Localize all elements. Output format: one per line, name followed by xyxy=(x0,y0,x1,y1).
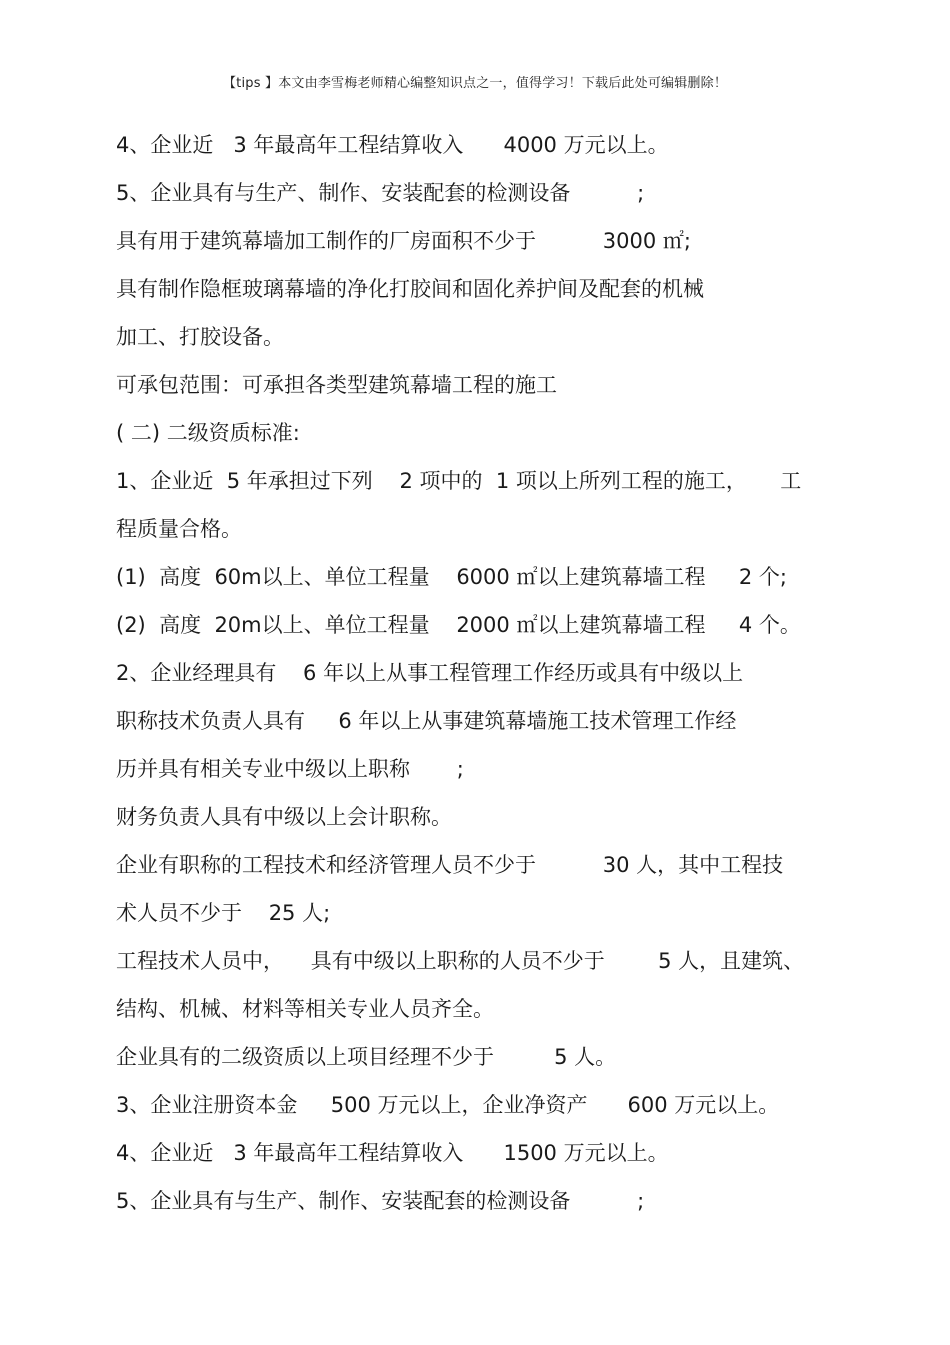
text-line: 4、企业近 3 年最高年工程结算收入 1500 万元以上。 xyxy=(116,1141,669,1165)
document-body xyxy=(116,128,846,1232)
text-line: 术人员不少于 25 人; xyxy=(116,901,331,925)
text-line: 5、企业具有与生产、制作、安装配套的检测设备 ; xyxy=(116,181,645,205)
text-line: (2) 高度 20m以上、单位工程量 2000 ㎡以上建筑幕墙工程 4 个。 xyxy=(116,613,801,637)
header-tip: 【tips 】本文由李雪梅老师精心编整知识点之一，值得学习！下载后此处可编辑删除！ xyxy=(222,76,728,91)
text-line: 4、企业近 3 年最高年工程结算收入 4000 万元以上。 xyxy=(116,133,669,157)
text-line: (1) 高度 60m以上、单位工程量 6000 ㎡以上建筑幕墙工程 2 个; xyxy=(116,565,787,589)
text-line: 程质量合格。 xyxy=(116,517,242,541)
text-line: 企业具有的二级资质以上项目经理不少于 5 人。 xyxy=(116,1045,617,1069)
text-line: 工程技术人员中， 具有中级以上职称的人员不少于 5 人，且建筑、 xyxy=(116,949,805,973)
text-line: 企业有职称的工程技术和经济管理人员不少于 30 人，其中工程技 xyxy=(116,853,784,877)
text-line: 5、企业具有与生产、制作、安装配套的检测设备 ; xyxy=(116,1189,645,1213)
text-line: 结构、机械、材料等相关专业人员齐全。 xyxy=(116,997,494,1021)
text-line: 1、企业近 5 年承担过下列 2 项中的 1 项以上所列工程的施工， 工 xyxy=(116,469,802,493)
text-line: 加工、打胶设备。 xyxy=(116,325,284,349)
text-line: 可承包范围：可承担各类型建筑幕墙工程的施工 xyxy=(116,373,557,397)
text-line: 历并具有相关专业中级以上职称 ; xyxy=(116,757,464,781)
text-line: 财务负责人具有中级以上会计职称。 xyxy=(116,805,452,829)
text-line: 具有制作隐框玻璃幕墙的净化打胶间和固化养护间及配套的机械 xyxy=(116,277,704,301)
text-line: 3、企业注册资本金 500 万元以上，企业净资产 600 万元以上。 xyxy=(116,1093,780,1117)
text-line: 具有用于建筑幕墙加工制作的厂房面积不少于 3000 ㎡; xyxy=(116,229,691,253)
text-line: 2、企业经理具有 6 年以上从事工程管理工作经历或具有中级以上 xyxy=(116,661,744,685)
section-heading: ( 二) 二级资质标准: xyxy=(116,421,300,445)
text-line: 职称技术负责人具有 6 年以上从事建筑幕墙施工技术管理工作经 xyxy=(116,709,737,733)
